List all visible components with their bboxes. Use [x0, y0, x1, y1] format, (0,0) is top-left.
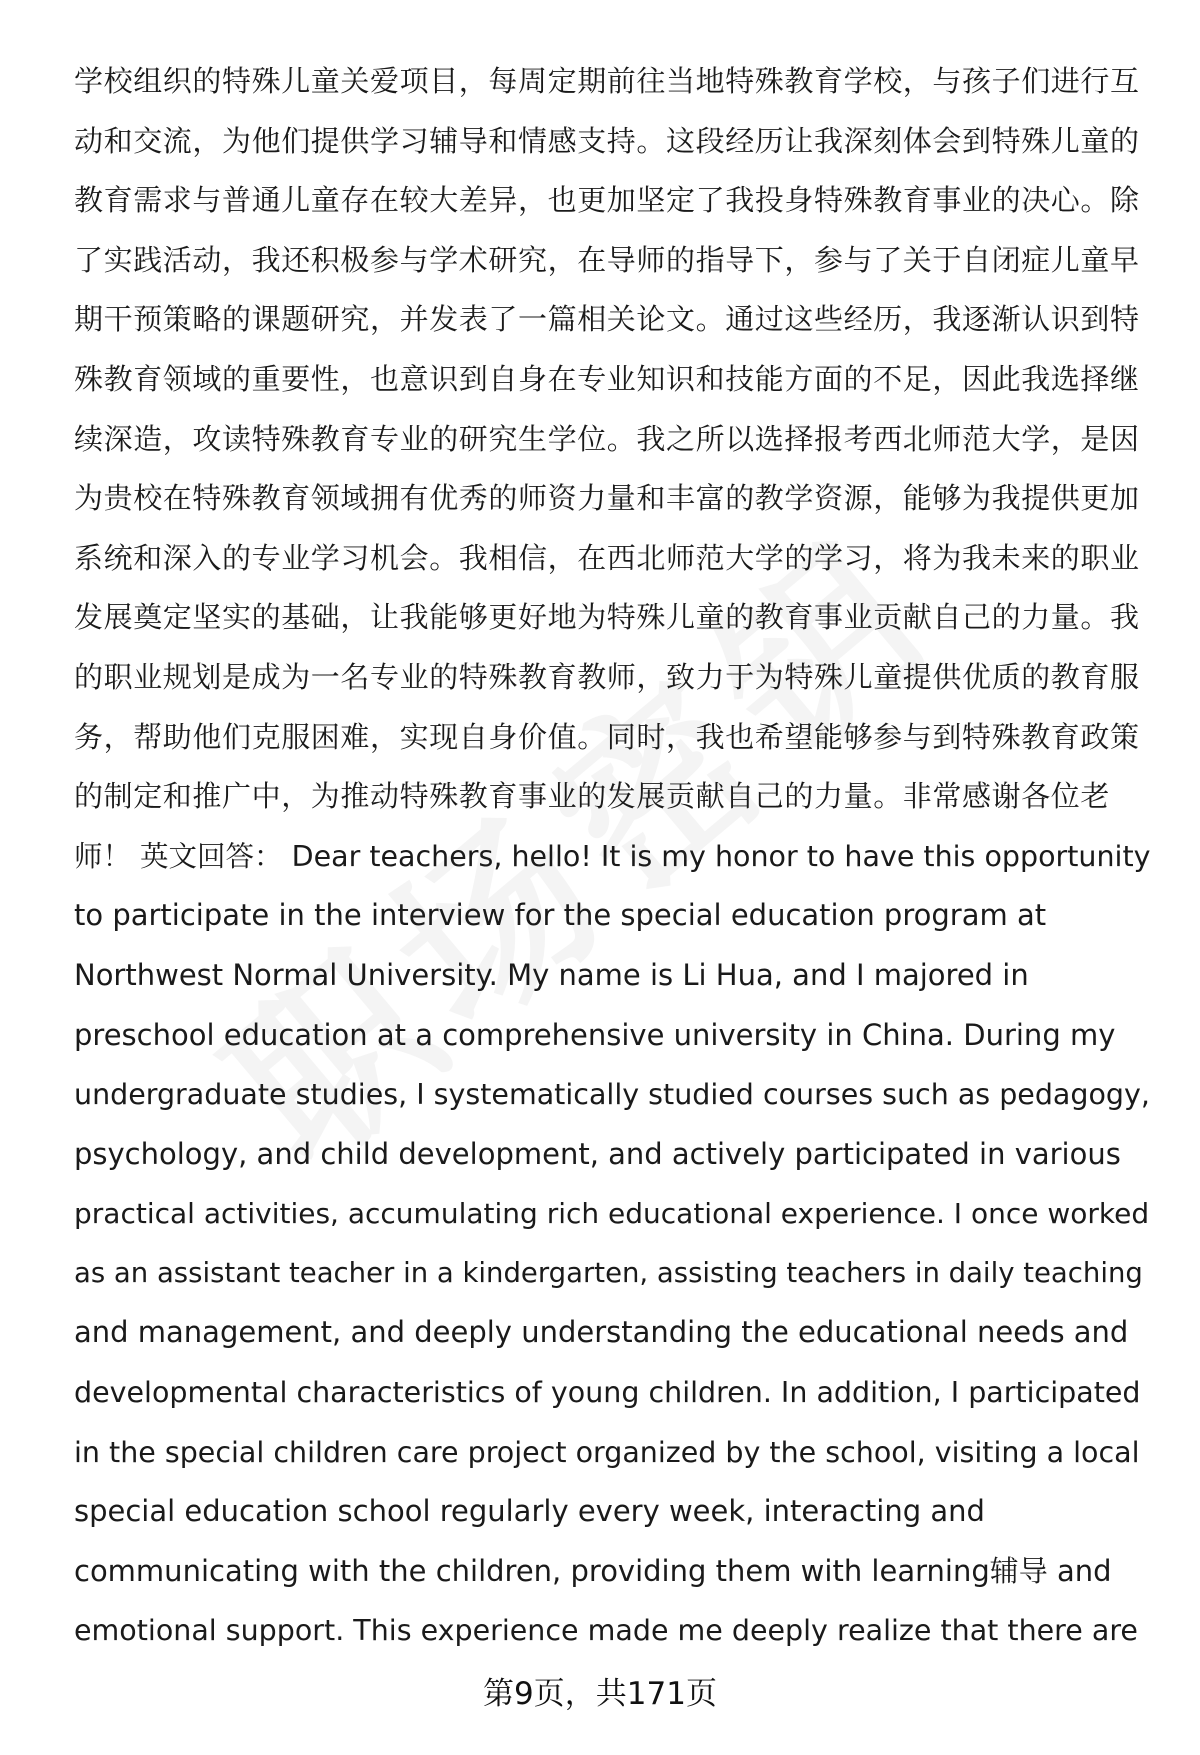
text-line: emotional support. This experience made me deeply realize that there are — [74, 1614, 1138, 1648]
text-line: 务，帮助他们克服困难，实现自身价值。同时，我也希望能够参与到特殊教育政策 — [74, 719, 1140, 754]
text-line: 发展奠定坚实的基础，让我能够更好地为特殊儿童的教育事业贡献自己的力量。我 — [74, 600, 1140, 635]
text-line: 教育需求与普通儿童存在较大差异，也更加坚定了我投身特殊教育事业的决心。除 — [74, 183, 1140, 218]
text-line: in the special children care project organized by the school, visiting a local — [74, 1435, 1140, 1469]
body-text — [74, 52, 1154, 1661]
text-line: 师！ 英文回答： Dear teachers, hello! It is my honor to have this opportunity — [74, 839, 1151, 873]
text-line: developmental characteristics of young children. In addition, I participated — [74, 1376, 1141, 1410]
text-line: 系统和深入的专业学习机会。我相信，在西北师范大学的学习，将为我未来的职业 — [74, 540, 1140, 575]
page-number-footer: 第9页，共171页 — [483, 1676, 717, 1712]
text-line: 续深造，攻读特殊教育专业的研究生学位。我之所以选择报考西北师范大学，是因 — [74, 421, 1140, 456]
text-line: practical activities, accumulating rich educational experience. I once worked — [74, 1197, 1150, 1231]
text-line: undergraduate studies, I systematically studied courses such as pedagogy, — [74, 1078, 1150, 1112]
text-line: 期干预策略的课题研究，并发表了一篇相关论文。通过这些经历，我逐渐认识到特 — [74, 302, 1140, 337]
text-line: Northwest Normal University. My name is Li Hua, and I majored in — [74, 957, 1029, 992]
text-line: preschool education at a comprehensive university in China. During my — [74, 1017, 1116, 1052]
text-line: 为贵校在特殊教育领域拥有优秀的师资力量和丰富的教学资源，能够为我提供更加 — [74, 481, 1140, 516]
text-line: and management, and deeply understanding the educational needs and — [74, 1315, 1129, 1350]
text-line: 了实践活动，我还积极参与学术研究，在导师的指导下，参与了关于自闭症儿童早 — [74, 242, 1140, 277]
text-line: psychology, and child development, and actively participated in various — [74, 1136, 1121, 1171]
text-line: 的职业规划是成为一名专业的特殊教育教师，致力于为特殊儿童提供优质的教育服 — [74, 659, 1140, 694]
text-line: 学校组织的特殊儿童关爱项目，每周定期前往当地特殊教育学校，与孩子们进行互 — [74, 64, 1140, 98]
text-line: 动和交流，为他们提供学习辅导和情感支持。这段经历让我深刻体会到特殊儿童的 — [74, 123, 1140, 158]
text-line: to participate in the interview for the special education program at — [74, 898, 1047, 933]
text-line: 的制定和推广中，为推动特殊教育事业的发展贡献自己的力量。非常感谢各位老 — [74, 779, 1111, 814]
text-line: as an assistant teacher in a kindergarten, assisting teachers in daily teaching — [74, 1256, 1143, 1289]
text-line: 殊教育领域的重要性，也意识到自身在专业知识和技能方面的不足，因此我选择继 — [74, 361, 1140, 396]
text-line: communicating with the children, providing them with learning辅导 and — [74, 1553, 1112, 1588]
text-line: special education school regularly every week, interacting and — [74, 1494, 985, 1529]
